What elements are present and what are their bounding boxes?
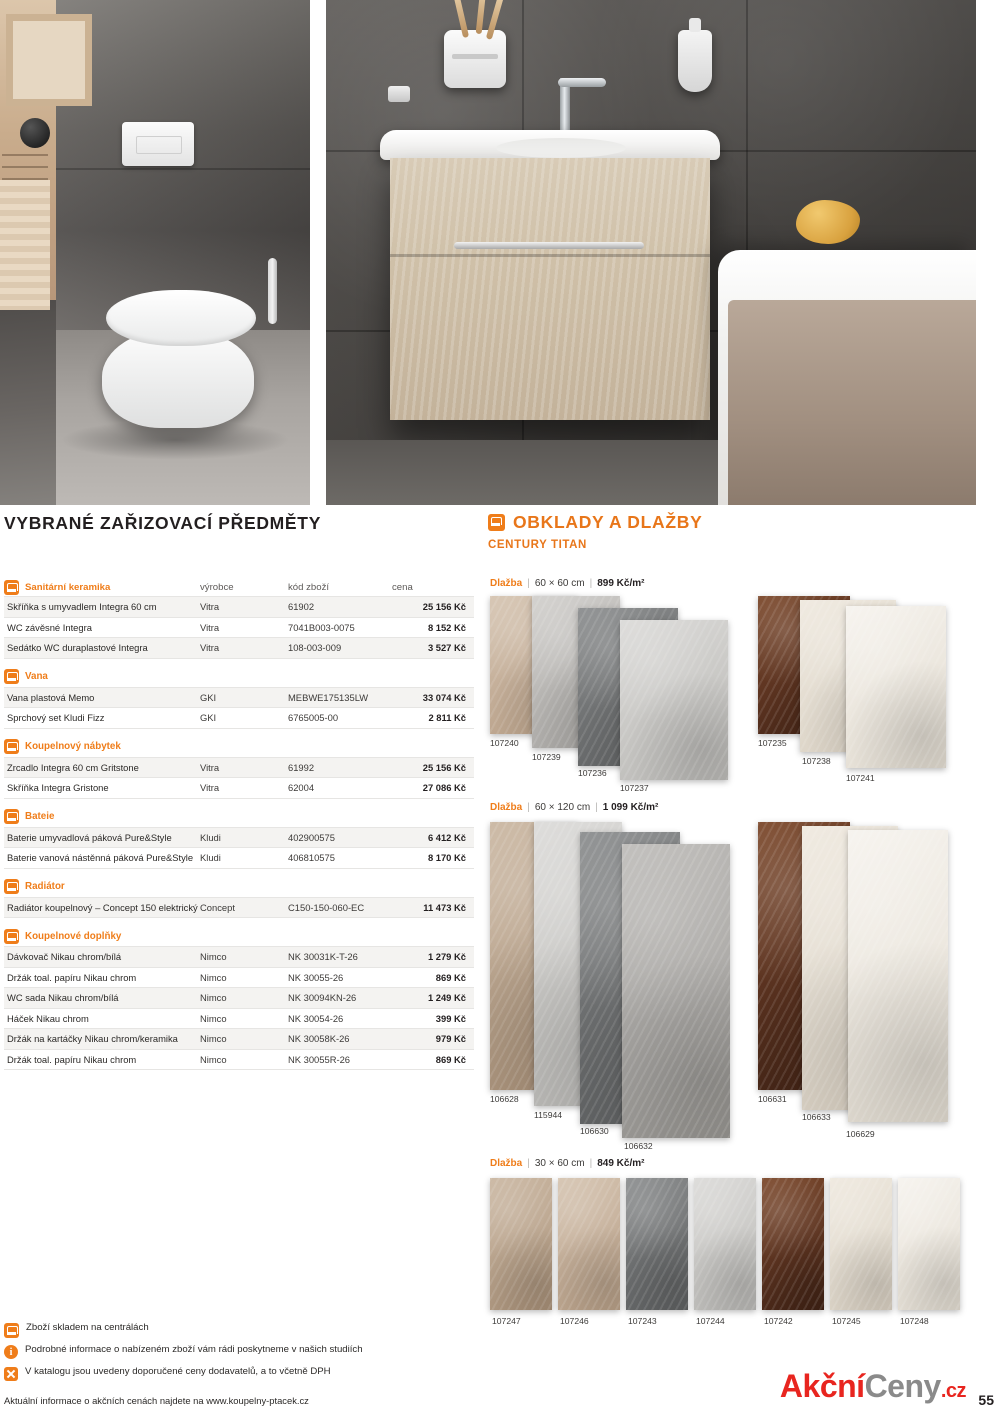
table-group-vana (4, 687, 474, 729)
table-row (4, 778, 474, 799)
table-header (4, 578, 474, 596)
tile-group-60x120 (490, 802, 990, 1154)
akcniceny-logo[interactable] (780, 1368, 966, 1405)
photo-bathtub-panel (728, 300, 976, 505)
tile-code: 106630 (580, 1126, 609, 1136)
table-col-category: Sanitární keramika (25, 581, 111, 593)
cell-price: 979 Kč (435, 1033, 466, 1045)
cell-maker: Concept (200, 901, 235, 913)
cell-maker: Nimco (200, 1033, 227, 1045)
tile-code: 107239 (532, 752, 561, 762)
cell-maker: Vitra (200, 782, 220, 794)
cell-code: 61902 (288, 601, 315, 613)
tile-size: 60 × 60 cm (534, 578, 585, 589)
cell-name: Držák na kartáčky Nikau chrom/keramika (7, 1033, 178, 1045)
cell-price: 8 170 Kč (427, 852, 466, 864)
footnote-text: Zboží skladem na centrálách (26, 1322, 149, 1333)
table-row (4, 947, 474, 968)
tile-code: 115944 (534, 1110, 563, 1120)
shield-icon (4, 1323, 19, 1338)
table-group-radiator (4, 897, 474, 919)
tile-label: Dlažba (490, 1158, 523, 1169)
cross-icon (4, 1367, 18, 1381)
table-group-header-baterie (4, 807, 474, 827)
cell-maker: Nimco (200, 1012, 227, 1024)
cell-code: 406810575 (288, 852, 335, 864)
page-title-right-label: OBKLADY A DLAŽBY (513, 512, 703, 532)
photo-floor-right (326, 440, 718, 505)
cell-code: NK 30094KN-26 (288, 992, 357, 1004)
table-group-header-nabytek (4, 737, 474, 757)
photo-toilet (96, 290, 266, 450)
page-number: 55 (978, 1392, 994, 1408)
tile-price: 1 099 Kč/m² (602, 802, 659, 813)
cell-name: Sprchový set Kludi Fizz (7, 712, 105, 724)
cell-name: WC sada Nikau chrom/bílá (7, 992, 119, 1004)
shield-icon (4, 879, 19, 894)
tile-swatch (558, 1178, 620, 1310)
shield-icon (488, 514, 505, 531)
tile-swatch (848, 830, 948, 1122)
tile-code: 106628 (490, 1094, 519, 1104)
cell-maker: Nimco (200, 971, 227, 983)
table-col-price: cena (392, 581, 413, 593)
photo-wall-hook (388, 86, 410, 102)
tile-swatch (898, 1178, 960, 1310)
logo-part-akcni: Akční (779, 1368, 865, 1404)
cell-name: Držák toal. papíru Nikau chrom (7, 1053, 137, 1065)
cell-code: 61992 (288, 761, 315, 773)
tile-group-header: Dlažba | 60 × 60 cm | 899 Kč/m² (490, 578, 645, 589)
table-col-maker: výrobce (200, 581, 234, 593)
tile-code: 107237 (620, 783, 649, 793)
tile-swatch (694, 1178, 756, 1310)
tile-price: 899 Kč/m² (597, 578, 645, 589)
table-group-header-radiator (4, 877, 474, 897)
cell-maker: GKI (200, 712, 217, 724)
tile-code: 107246 (560, 1316, 589, 1326)
cell-name: Skříňka s umyvadlem Integra 60 cm (7, 601, 157, 613)
cell-price: 25 156 Kč (422, 761, 466, 773)
shield-icon (4, 580, 19, 595)
logo-part-cz: .cz (940, 1380, 966, 1402)
cell-code: C150-150-060-EC (288, 901, 365, 913)
page-subtitle-right: CENTURY TITAN (488, 539, 587, 551)
footnote-info (4, 1344, 624, 1366)
table-group-nabytek (4, 757, 474, 799)
footnote-text: Podrobné informace o nabízeném zboží vám rádi poskytneme v našich studiích (25, 1344, 363, 1355)
cell-code: MEBWE175135LW (288, 691, 369, 703)
tile-code: 107248 (900, 1316, 929, 1326)
shield-icon (4, 669, 19, 684)
table-row (4, 988, 474, 1009)
cell-maker: Vitra (200, 761, 220, 773)
cell-code: 62004 (288, 782, 315, 794)
footer-note: Aktuální informace o akčních cenách najdete na www.koupelny-ptacek.cz (4, 1395, 309, 1406)
cell-price: 2 811 Kč (428, 712, 466, 724)
table-row (4, 618, 474, 639)
table-group-header-doplnky (4, 926, 474, 946)
tile-code: 107245 (832, 1316, 861, 1326)
table-group-sanitarni (4, 596, 474, 659)
cell-maker: Kludi (200, 852, 221, 864)
products-table (4, 578, 474, 1070)
page-title-right (488, 512, 702, 533)
table-row (4, 848, 474, 869)
photo-strip (0, 0, 1000, 505)
table-row (4, 898, 474, 919)
photo-vanity-cabinet (390, 158, 710, 420)
cell-maker: GKI (200, 691, 217, 703)
group-label: Koupelnový nábytek (25, 741, 121, 752)
cell-maker: Vitra (200, 642, 220, 654)
info-icon: i (4, 1345, 18, 1359)
cell-maker: Vitra (200, 601, 220, 613)
group-label: Vana (25, 671, 48, 682)
shield-icon (4, 929, 19, 944)
tile-group-header: Dlažba | 30 × 60 cm | 849 Kč/m² (490, 1158, 645, 1169)
table-row (4, 828, 474, 849)
tile-group-header: Dlažba | 60 × 120 cm | 1 099 Kč/m² (490, 802, 659, 813)
footnotes (4, 1322, 624, 1388)
tile-group-30x60 (490, 1158, 990, 1326)
tile-code: 106632 (624, 1141, 653, 1151)
cell-price: 1 249 Kč (427, 992, 466, 1004)
table-group-doplnky (4, 946, 474, 1070)
cell-price: 8 152 Kč (427, 621, 466, 633)
cell-name: Baterie umyvadlová páková Pure&Style (7, 831, 172, 843)
tile-code: 107236 (578, 768, 607, 778)
table-row (4, 1009, 474, 1030)
tile-code: 106631 (758, 1094, 787, 1104)
cell-price: 1 279 Kč (427, 951, 466, 963)
cell-price: 11 473 Kč (423, 901, 466, 913)
tile-label: Dlažba (490, 578, 523, 589)
photo-knob (20, 118, 50, 148)
tile-code: 107241 (846, 773, 875, 783)
cell-maker: Vitra (200, 621, 220, 633)
cell-code: NK 30055-26 (288, 971, 344, 983)
tile-code: 107242 (764, 1316, 793, 1326)
table-row (4, 688, 474, 709)
tile-swatch (762, 1178, 824, 1310)
cell-price: 869 Kč (435, 971, 466, 983)
tile-swatch (846, 606, 946, 768)
footnote-stock (4, 1322, 624, 1344)
table-row (4, 597, 474, 618)
table-row (4, 638, 474, 659)
table-row (4, 708, 474, 729)
cell-price: 25 156 Kč (422, 601, 466, 613)
tile-group-60x60 (490, 578, 990, 793)
photo-towel (0, 180, 50, 310)
cell-name: Baterie vanová nástěnná páková Pure&Style (7, 852, 194, 864)
cell-maker: Nimco (200, 951, 227, 963)
tile-code: 107247 (492, 1316, 521, 1326)
cell-price: 399 Kč (435, 1012, 466, 1024)
cell-name: Držák toal. papíru Nikau chrom (7, 971, 137, 983)
tile-code: 107243 (628, 1316, 657, 1326)
cell-code: NK 30054-26 (288, 1012, 344, 1024)
cell-code: NK 30055R-26 (288, 1053, 351, 1065)
tile-code: 107240 (490, 738, 519, 748)
cell-code: 108-003-009 (288, 642, 342, 654)
cell-price: 33 074 Kč (422, 691, 466, 703)
table-col-code: kód zboží (288, 581, 330, 593)
tile-swatch (622, 844, 730, 1138)
photo-shelf (6, 14, 92, 106)
photo-bathroom-vanity (326, 0, 976, 505)
footnote-text: V katalogu jsou uvedeny doporučené ceny dodavatelů, a to včetně DPH (25, 1366, 331, 1377)
cell-name: WC závěsné Integra (7, 621, 92, 633)
cell-name: Radiátor koupelnový – Concept 150 elektrický (7, 901, 198, 913)
tile-swatch (626, 1178, 688, 1310)
logo-part-ceny: Ceny (864, 1368, 941, 1404)
cell-name: Vana plastová Memo (7, 691, 95, 703)
group-label: Bateie (25, 811, 55, 822)
cell-price: 6 412 Kč (427, 831, 466, 843)
photo-bathroom-wc (0, 0, 310, 505)
cell-code: 7041B003-0075 (288, 621, 355, 633)
table-group-baterie (4, 827, 474, 869)
page-title-left: VYBRANÉ ZAŘIZOVACÍ PŘEDMĚTY (4, 513, 322, 533)
tile-price: 849 Kč/m² (597, 1158, 645, 1169)
photo-toothbrush-cup (444, 30, 506, 88)
cell-maker: Kludi (200, 831, 221, 843)
tile-code: 106633 (802, 1112, 831, 1122)
cell-price: 869 Kč (435, 1053, 466, 1065)
footnote-vat (4, 1366, 624, 1388)
cell-maker: Nimco (200, 1053, 227, 1065)
tile-code: 106629 (846, 1129, 875, 1139)
tile-swatch (490, 1178, 552, 1310)
tile-code: 107235 (758, 738, 787, 748)
cell-code: NK 30031K-T-26 (288, 951, 358, 963)
cell-name: Háček Nikau chrom (7, 1012, 89, 1024)
cell-code: NK 30058K-26 (288, 1033, 350, 1045)
shield-icon (4, 809, 19, 824)
cell-price: 27 086 Kč (422, 782, 466, 794)
group-label: Radiátor (25, 881, 65, 892)
cell-maker: Nimco (200, 992, 227, 1004)
cell-price: 3 527 Kč (427, 642, 466, 654)
tile-label: Dlažba (490, 802, 523, 813)
table-row (4, 1050, 474, 1071)
table-row (4, 968, 474, 989)
tile-code: 107238 (802, 756, 831, 766)
shield-icon (4, 739, 19, 754)
table-row (4, 758, 474, 779)
photo-flush-plate (122, 122, 194, 166)
cell-name: Skříňka Integra Gristone (7, 782, 109, 794)
tile-size: 30 × 60 cm (534, 1158, 585, 1169)
cell-code: 402900575 (288, 831, 335, 843)
cell-name: Zrcadlo Integra 60 cm Gritstone (7, 761, 139, 773)
photo-grab-bar (268, 258, 277, 324)
cell-name: Dávkovač Nikau chrom/bílá (7, 951, 122, 963)
tile-swatch (620, 620, 728, 780)
table-group-header-vana (4, 667, 474, 687)
table-row (4, 1029, 474, 1050)
tile-size: 60 × 120 cm (534, 802, 591, 813)
photo-soap-dispenser (678, 30, 712, 92)
tile-code: 107244 (696, 1316, 725, 1326)
cell-code: 6765005-00 (288, 712, 339, 724)
group-label: Koupelnové doplňky (25, 930, 122, 942)
cell-name: Sedátko WC duraplastové Integra (7, 642, 148, 654)
tile-swatch (830, 1178, 892, 1310)
